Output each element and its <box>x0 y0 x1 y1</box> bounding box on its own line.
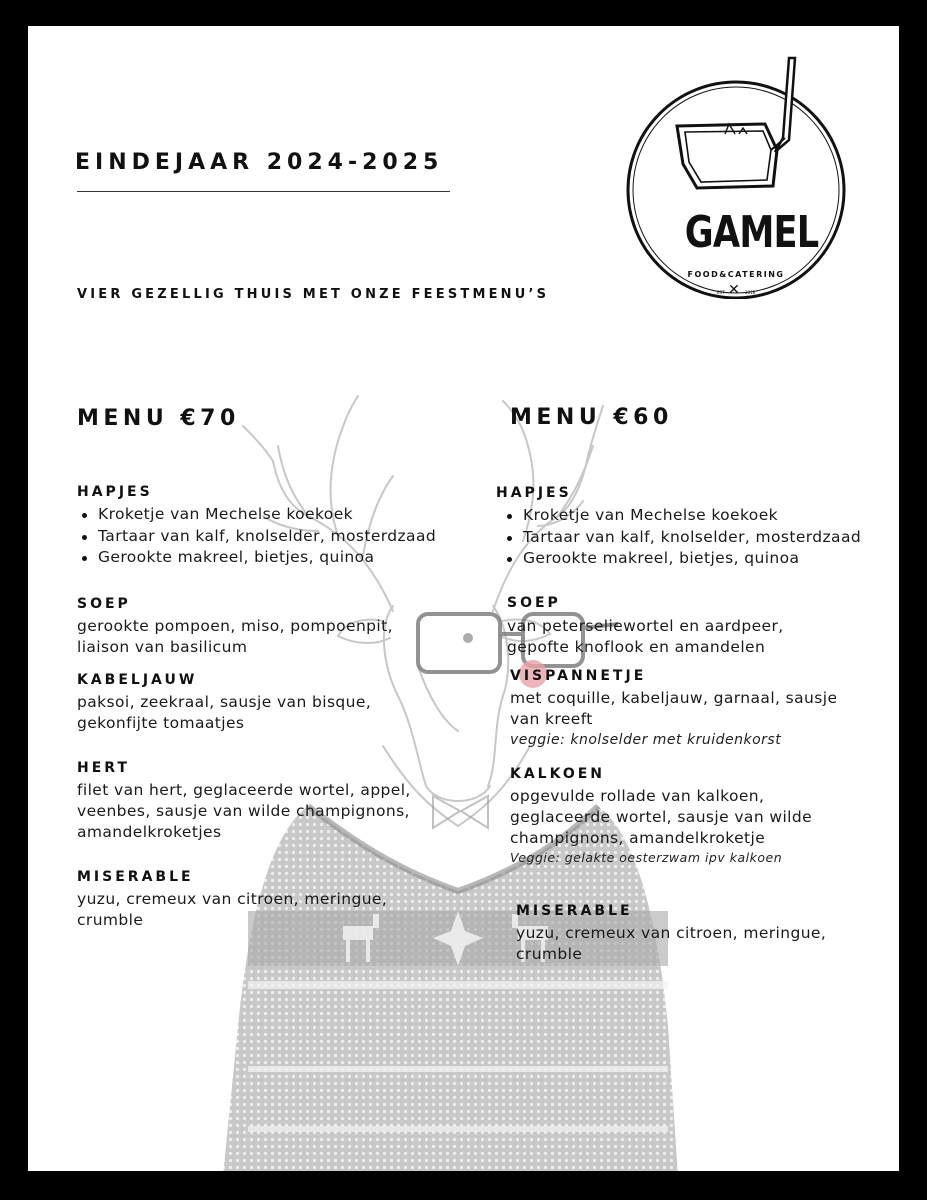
section-heading: SOEP <box>507 595 561 611</box>
section-heading: HAPJES <box>496 485 572 501</box>
menu-60-soep <box>507 595 887 658</box>
section-heading: KALKOEN <box>510 766 606 782</box>
menu-60-vispannetje <box>510 668 890 748</box>
section-text: opgevulde rollade van kalkoen, geglaceerde wortel, sausje van wilde champignons, amandelkroketje <box>510 787 813 847</box>
menu-70-miserable <box>77 869 457 931</box>
hapjes-list <box>496 505 896 570</box>
menu-60-kalkoen <box>510 766 890 865</box>
logo-subtitle: FOOD&CATERING <box>687 270 785 279</box>
veggie-note: veggie: knolselder met kruidenkorst <box>510 732 782 748</box>
menu-70-kabeljauw <box>77 672 457 734</box>
section-heading: HAPJES <box>77 484 153 500</box>
page-title: EINDEJAAR 2024-2025 <box>75 150 444 175</box>
menu-page <box>28 26 899 1171</box>
section-text: met coquille, kabeljauw, garnaal, sausje van kreeft <box>510 689 838 728</box>
logo-est-right: 2018 <box>745 290 756 295</box>
menu-70-hert <box>77 760 457 843</box>
logo-est-left: EST <box>717 290 725 295</box>
menu-70-title: MENU €70 <box>77 406 240 431</box>
section-heading: MISERABLE <box>77 869 194 885</box>
section-heading: KABELJAUW <box>77 672 198 688</box>
hapjes-list <box>77 504 467 569</box>
menu-70-soep <box>77 596 457 658</box>
section-text: filet van hert, geglaceerde wortel, appel, veenbes, sausje van wilde champignons, amandelkroketjes <box>77 781 411 841</box>
foil-tray-icon <box>625 54 847 299</box>
menu-60-miserable <box>516 903 886 965</box>
section-text: yuzu, cremeux van citroen, meringue, crumble <box>516 924 827 963</box>
list-item: Kroketje van Mechelse koekoek <box>523 505 896 527</box>
section-heading: VISPANNETJE <box>510 668 647 684</box>
veggie-note: Veggie: gelakte oesterzwam ipv kalkoen <box>510 850 783 865</box>
menu-70-hapjes <box>77 484 467 569</box>
menu-60-title: MENU €60 <box>510 405 673 430</box>
gamel-logo <box>625 54 847 303</box>
section-heading: HERT <box>77 760 130 776</box>
list-item: Tartaar van kalf, knolselder, mosterdzaad <box>98 526 467 548</box>
list-item: Tartaar van kalf, knolselder, mosterdzaad <box>523 527 896 549</box>
fork-knife-icon: ✕ <box>728 282 740 298</box>
menu-60-hapjes <box>496 485 896 570</box>
section-text: van peterseliewortel en aardpeer, gepofte knoflook en amandelen <box>507 617 784 656</box>
tagline: VIER GEZELLIG THUIS MET ONZE FEESTMENU’S <box>77 287 550 302</box>
section-heading: SOEP <box>77 596 131 612</box>
section-heading: MISERABLE <box>516 903 633 919</box>
section-text: gerookte pompoen, miso, pompoenpit, liaison van basilicum <box>77 617 393 656</box>
title-divider <box>77 191 450 192</box>
logo-name: GAMEL <box>684 207 819 258</box>
list-item: Gerookte makreel, bietjes, quinoa <box>98 547 467 569</box>
list-item: Gerookte makreel, bietjes, quinoa <box>523 548 896 570</box>
list-item: Kroketje van Mechelse koekoek <box>98 504 467 526</box>
section-text: yuzu, cremeux van citroen, meringue, crumble <box>77 890 388 929</box>
section-text: paksoi, zeekraal, sausje van bisque, gekonfijte tomaatjes <box>77 693 372 732</box>
